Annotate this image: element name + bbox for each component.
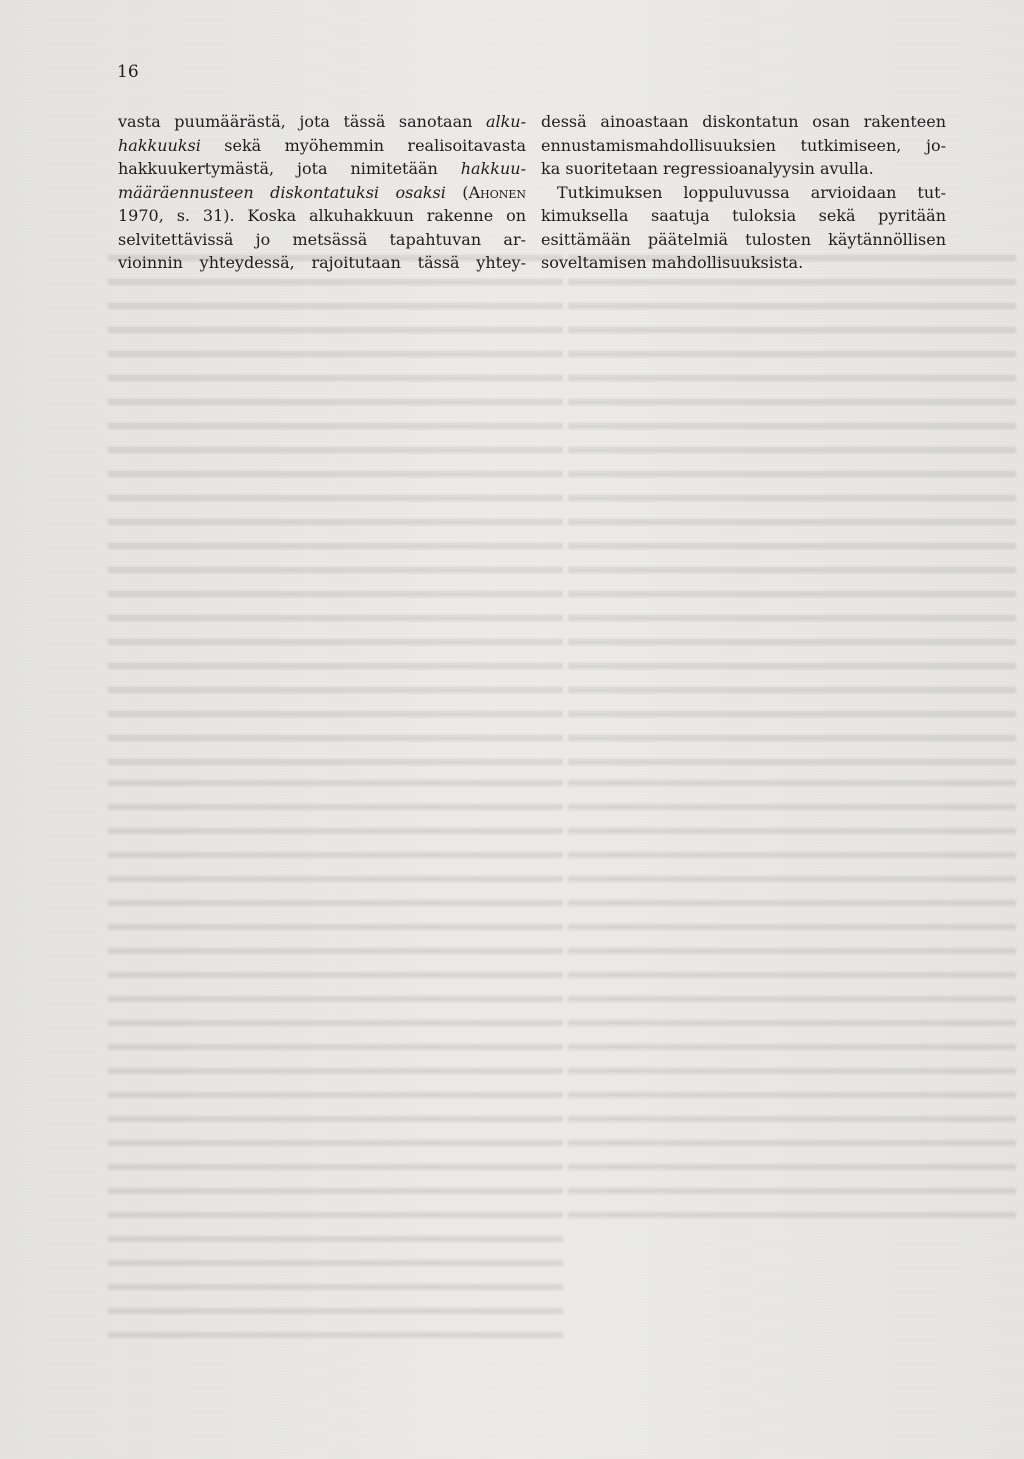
text-line: esittämään päätelmiä tulosten käytännöllisen — [541, 229, 946, 249]
show-through-right-bottom — [568, 780, 1016, 1230]
author-citation: Ahonen — [468, 182, 527, 202]
text-line: ennustamismahdollisuuksien tutkimiseen, jo- — [541, 135, 946, 155]
text-line: 1970, s. 31). Koska alkuhakkuun rakenne on — [118, 206, 526, 225]
text-line: kimuksella saatuja tuloksia sekä pyritään — [541, 206, 946, 225]
text-line: määräennusteen diskontatuksi osaksi (Ahonen — [118, 182, 527, 202]
text-line: vasta puumäärästä, jota tässä sanotaan alku- — [118, 112, 526, 131]
text-line: ka suoritetaan regressioanalyysin avulla. — [541, 159, 874, 178]
text-line: dessä ainoastaan diskontatun osan rakenteen — [541, 112, 946, 131]
show-through-right-top — [568, 255, 1016, 770]
show-through-left-top — [108, 255, 563, 775]
text-line: soveltamisen mahdollisuuksista. — [541, 253, 804, 272]
text-line: vioinnin yhteydessä, rajoitutaan tässä yhtey- — [118, 253, 526, 272]
left-column-text — [118, 110, 526, 275]
text-line: selvitettävissä jo metsässä tapahtuvan ar- — [118, 229, 526, 249]
right-column-text — [541, 110, 946, 275]
text-line: hakkuuksi sekä myöhemmin realisoitavasta — [118, 135, 526, 155]
show-through-left-bottom — [108, 780, 563, 1340]
text-line: hakkuukertymästä, jota nimitetään hakkuu- — [118, 159, 526, 178]
page-number: 16 — [117, 62, 139, 82]
text-line: Tutkimuksen loppuluvussa arvioidaan tut- — [557, 182, 946, 202]
